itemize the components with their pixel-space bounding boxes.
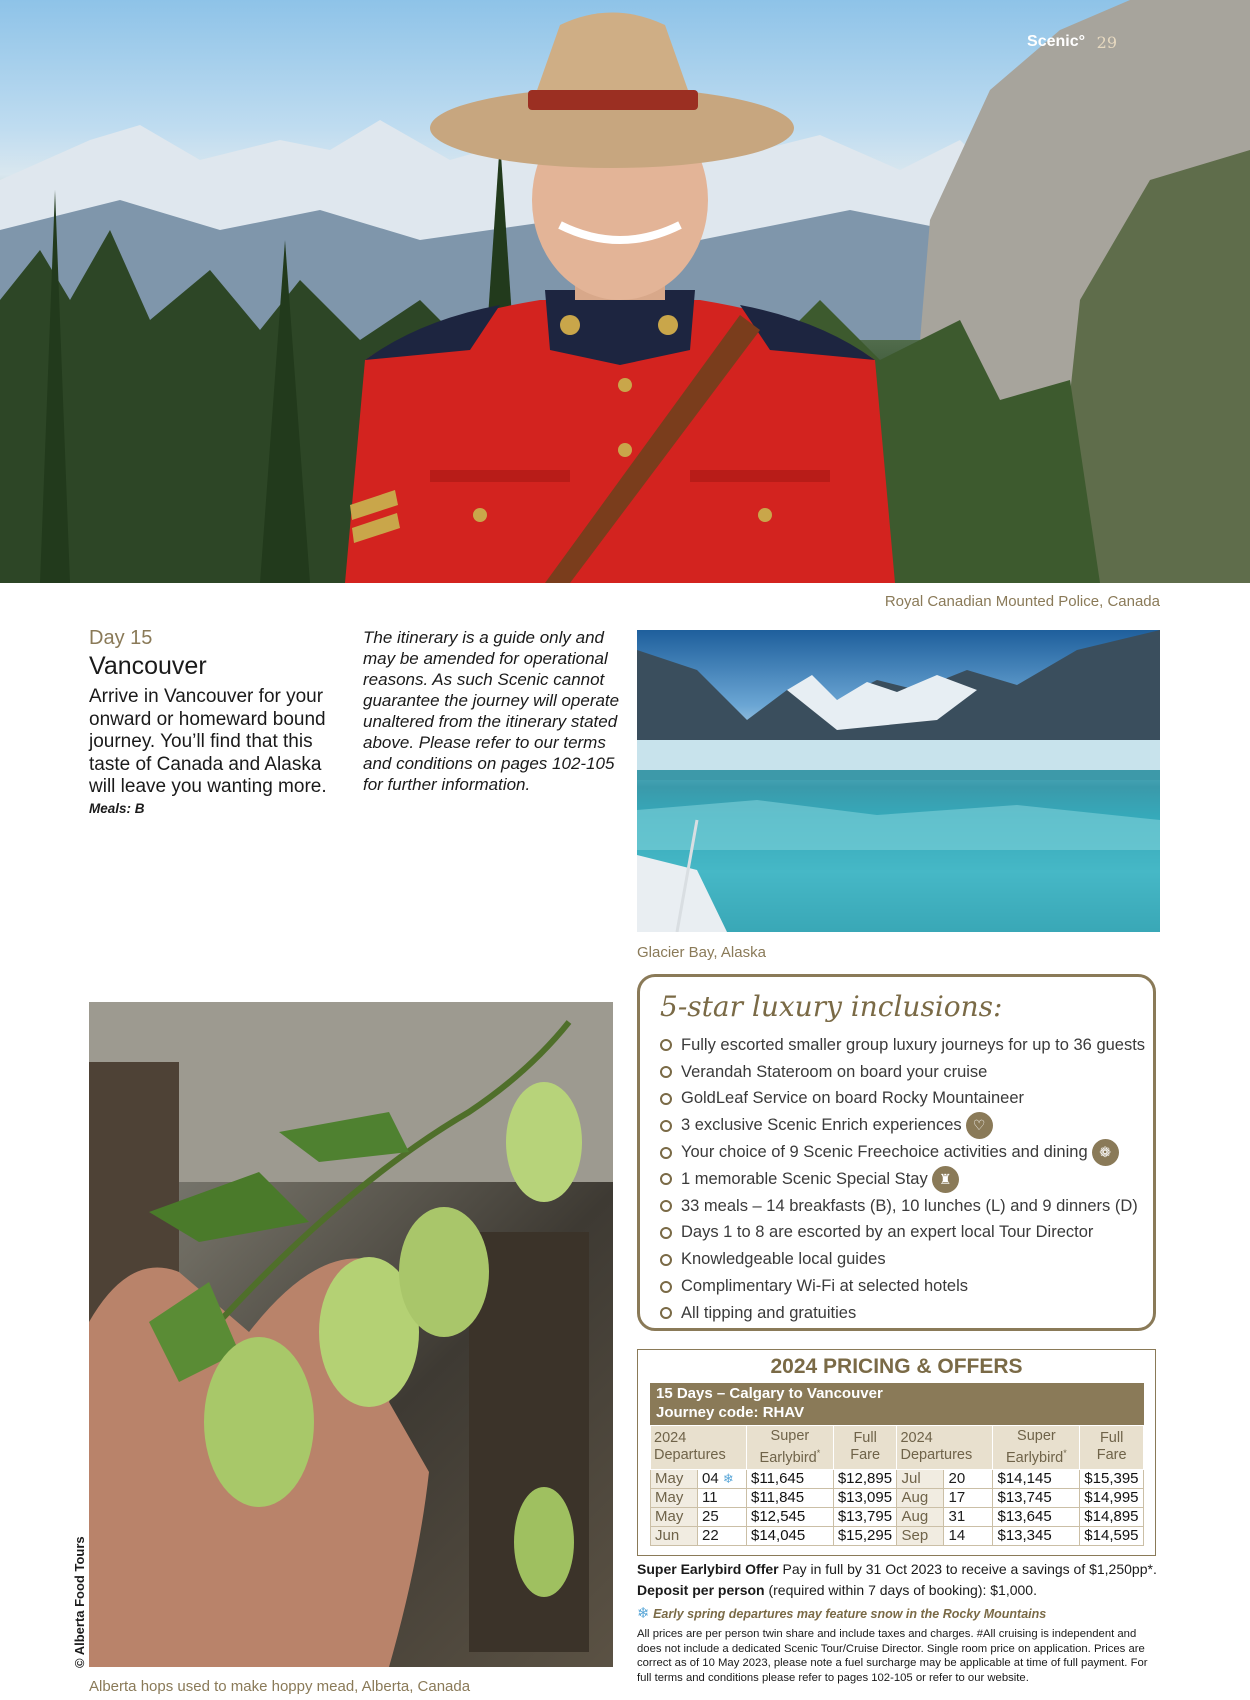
- deposit-note: Deposit per person (required within 7 days of booking): $1,000.: [637, 1582, 1037, 1598]
- departures-header: 2024 Departures: [651, 1426, 747, 1470]
- list-item: Fully escorted smaller group luxury journeys for up to 36 guests: [660, 1032, 1145, 1059]
- list-item: GoldLeaf Service on board Rocky Mountaineer: [660, 1086, 1145, 1113]
- list-item: Your choice of 9 Scenic Freechoice activities and dining ❁: [660, 1139, 1145, 1166]
- bullet-icon: [660, 1307, 672, 1319]
- page-number: 29: [1096, 33, 1117, 52]
- list-item: Knowledgeable local guides: [660, 1246, 1145, 1273]
- brand-logo: Scenic°: [1027, 33, 1085, 50]
- list-item: Days 1 to 8 are escorted by an expert local Tour Director: [660, 1220, 1145, 1247]
- full-fare-header: Full Fare: [1080, 1426, 1144, 1470]
- enrich-heart-icon: ♡: [966, 1112, 993, 1139]
- bullet-icon: [660, 1200, 672, 1212]
- bullet-icon: [660, 1147, 672, 1159]
- departures-header: 2024 Departures: [897, 1426, 993, 1470]
- inclusions-list: [660, 1032, 1145, 1327]
- list-item: 33 meals – 14 breakfasts (B), 10 lunches (L) and 9 dinners (D): [660, 1193, 1145, 1220]
- glacier-caption: Glacier Bay, Alaska: [637, 944, 766, 961]
- list-item: 3 exclusive Scenic Enrich experiences ♡: [660, 1112, 1145, 1139]
- table-row: May 25 $12,545 $13,795 Aug 31 $13,645 $14,895: [651, 1507, 1144, 1526]
- journey-code: Journey code: RHAV: [656, 1404, 805, 1421]
- inclusions-title: 5-star luxury inclusions:: [660, 990, 1003, 1023]
- meals-label: Meals: B: [89, 801, 145, 816]
- super-earlybird-header: Super Earlybird*: [747, 1426, 834, 1470]
- pricing-title: 2024 PRICING & OFFERS: [770, 1355, 1023, 1378]
- bullet-icon: [660, 1120, 672, 1132]
- hops-caption: Alberta hops used to make hoppy mead, Alberta, Canada: [89, 1678, 471, 1695]
- freechoice-icon: ❁: [1092, 1139, 1119, 1166]
- list-item: All tipping and gratuities: [660, 1300, 1145, 1327]
- photo-credit: © Alberta Food Tours: [72, 1536, 87, 1668]
- pricing-table: [650, 1425, 1144, 1546]
- snowflake-icon: ❄: [637, 1605, 650, 1622]
- special-stay-icon: ♜: [932, 1166, 959, 1193]
- list-item: Verandah Stateroom on board your cruise: [660, 1059, 1145, 1086]
- hero-caption: Royal Canadian Mounted Police, Canada: [884, 593, 1160, 610]
- journey-header: [650, 1383, 1144, 1425]
- hero-illustration: [0, 0, 1250, 583]
- bullet-icon: [660, 1039, 672, 1051]
- bullet-icon: [660, 1173, 672, 1185]
- hops-illustration: [89, 1002, 613, 1667]
- earlybird-offer: Super Earlybird Offer Pay in full by 31 Oct 2023 to receive a savings of $1,250pp*.: [637, 1561, 1157, 1577]
- hops-photo: [89, 1002, 613, 1667]
- table-row: May 04 ❄ $11,645 $12,895 Jul 20 $14,145 $15,395: [651, 1469, 1144, 1488]
- super-earlybird-header: Super Earlybird*: [993, 1426, 1080, 1470]
- list-item: 1 memorable Scenic Special Stay ♜: [660, 1166, 1145, 1193]
- day-description: Arrive in Vancouver for your onward or homeward bound journey. You’ll find that this taste of Canada and Alaska will leave you wanting more.: [89, 686, 327, 797]
- table-row: Jun 22 $14,045 $15,295 Sep 14 $13,345 $14,595: [651, 1526, 1144, 1545]
- journey-name: 15 Days – Calgary to Vancouver: [656, 1385, 883, 1402]
- hero-photo: [0, 0, 1250, 583]
- glacier-photo: [637, 630, 1160, 932]
- table-header-row: [651, 1426, 1144, 1470]
- bullet-icon: [660, 1093, 672, 1105]
- list-item: Complimentary Wi-Fi at selected hotels: [660, 1273, 1145, 1300]
- bullet-icon: [660, 1254, 672, 1266]
- bullet-icon: [660, 1227, 672, 1239]
- full-fare-header: Full Fare: [833, 1426, 897, 1470]
- pricing-box: [637, 1349, 1156, 1556]
- snowflake-icon: ❄: [722, 1471, 734, 1487]
- fine-print: All prices are per person twin share and include taxes and charges. #All cruising is independent and does not include a dedicated Scenic Tour/Cruise Director. Single room price on application. Prices are correct as of 10 May 2023, please note a fuel surcharge may be applicable at time of full payment. For full terms and conditions please refer to pages 102-105 or refer to our website.: [637, 1628, 1148, 1684]
- table-row: May 11 $11,845 $13,095 Aug 17 $13,745 $14,995: [651, 1488, 1144, 1507]
- bullet-icon: [660, 1281, 672, 1293]
- glacier-illustration: [637, 630, 1160, 932]
- day-title: Vancouver: [89, 652, 207, 680]
- inclusions-box: [637, 974, 1156, 1331]
- bullet-icon: [660, 1066, 672, 1078]
- spring-note: ❄ Early spring departures may feature snow in the Rocky Mountains: [637, 1605, 1047, 1622]
- day-label: Day 15: [89, 627, 153, 649]
- itinerary-disclaimer: The itinerary is a guide only and may be amended for operational reasons. As such Scenic cannot guarantee the journey will operate unaltered from the itinerary stated above. Please refer to our terms and conditions on pages 102-105 for further information.: [363, 628, 620, 794]
